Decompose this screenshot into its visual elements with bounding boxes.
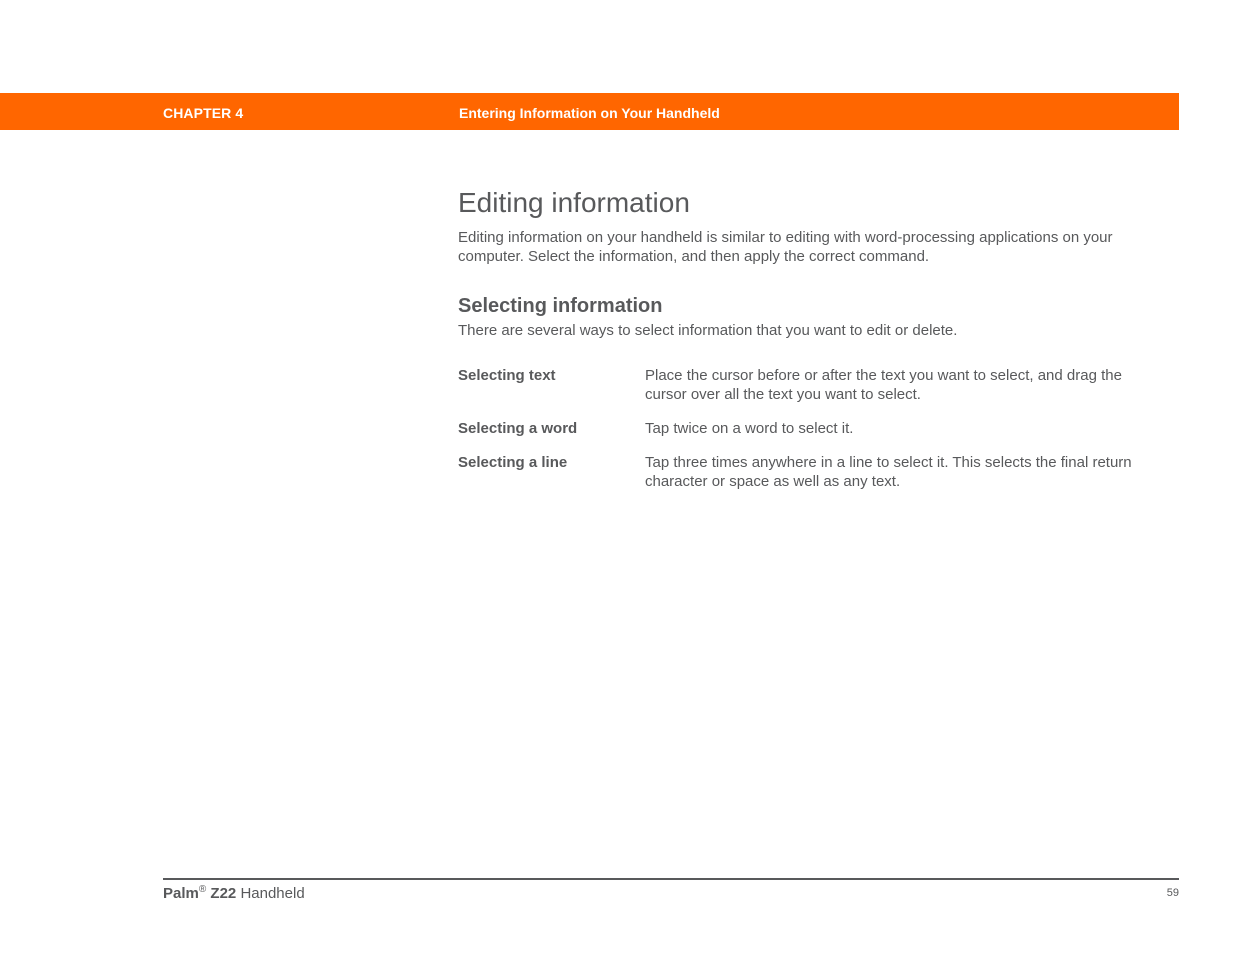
page-title: Editing information xyxy=(458,187,690,218)
definition-description: Place the cursor before or after the text you want to select, and drag the cursor over all the text you want to select. xyxy=(645,367,1122,403)
intro-paragraph: Editing information on your handheld is similar to editing with word-processing applications on your computer. Select the information, and then apply the correct command. xyxy=(458,229,1113,265)
chapter-title: Entering Information on Your Handheld xyxy=(459,105,720,121)
definition-description: Tap three times anywhere in a line to select it. This selects the final return character or space as well as any text. xyxy=(645,454,1132,490)
table-row xyxy=(458,366,1158,419)
table-row xyxy=(458,419,1158,453)
main-content xyxy=(458,186,1158,506)
definition-term: Selecting a word xyxy=(458,420,578,437)
footer-model: Z22 xyxy=(210,885,237,902)
footer-divider xyxy=(163,878,1179,880)
definition-term: Selecting a line xyxy=(458,454,568,471)
footer-product: Handheld xyxy=(240,885,305,902)
registered-mark: ® xyxy=(198,884,207,895)
section-intro: There are several ways to select information that you want to edit or delete. xyxy=(458,322,958,339)
section-heading: Selecting information xyxy=(458,295,663,317)
table-row xyxy=(458,453,1158,506)
page-number: 59 xyxy=(1166,887,1179,899)
definition-table xyxy=(458,366,1158,506)
footer-brand: Palm xyxy=(163,885,199,902)
footer-product-name xyxy=(163,884,305,902)
definition-description: Tap twice on a word to select it. xyxy=(645,420,854,437)
definition-term: Selecting text xyxy=(458,367,556,384)
chapter-number: CHAPTER 4 xyxy=(163,105,244,121)
